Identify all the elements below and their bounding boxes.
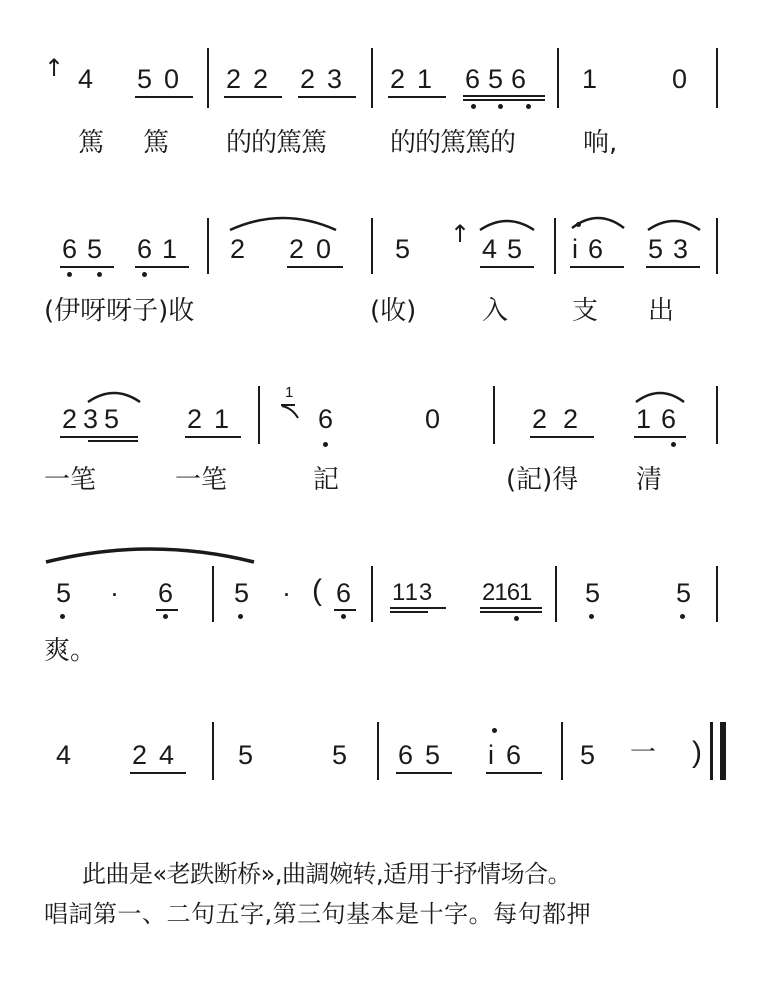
low-octave-dot [60, 614, 65, 619]
note-group: i6 [488, 740, 534, 770]
note: 1 [582, 64, 598, 94]
lyric: 爽。 [44, 636, 97, 666]
note-group: i6 [572, 234, 614, 264]
low-octave-dot [514, 616, 519, 621]
low-octave-dot [471, 104, 476, 109]
low-octave-dot [97, 272, 102, 277]
lyric: 記 [313, 465, 340, 495]
underline [390, 611, 428, 613]
note: 5 [676, 578, 692, 608]
underline [130, 772, 186, 774]
low-octave-dot [67, 272, 72, 277]
underline [486, 772, 542, 774]
low-octave-dot [526, 104, 531, 109]
lyric: 响, [583, 128, 618, 158]
note-group: 235 [62, 404, 126, 434]
bar-line [555, 566, 557, 622]
note-group: 21 [390, 64, 445, 94]
bar-line [716, 218, 718, 274]
bar-line [371, 566, 373, 622]
underline [390, 607, 446, 609]
note: 5 [332, 740, 348, 770]
dash: 一 [630, 738, 657, 768]
note-group: 65 [62, 234, 113, 264]
lyric: 一笔 [175, 465, 228, 495]
slur [86, 386, 142, 404]
lyric: 一笔 [44, 465, 97, 495]
low-octave-dot [238, 614, 243, 619]
underline [334, 609, 356, 611]
lyric: 的的篤篤的 [390, 128, 516, 158]
low-octave-dot [163, 614, 168, 619]
bar-line [554, 218, 556, 274]
note-group: 24 [132, 740, 187, 770]
bar-line [557, 48, 559, 108]
note: 6 [158, 578, 174, 608]
note: 5 [585, 578, 601, 608]
lyric: 出 [648, 296, 675, 326]
lyric: 支 [572, 296, 599, 326]
underline [480, 607, 542, 609]
grace-slur [280, 404, 300, 420]
bar-line [716, 48, 718, 108]
note-group: 22 [226, 64, 281, 94]
note: 5 [395, 234, 411, 264]
note-group: 53 [648, 234, 699, 264]
underline [463, 95, 545, 97]
bar-line [371, 48, 373, 108]
bar-line [207, 48, 209, 108]
underline [88, 440, 138, 442]
grace-note: 1 [285, 384, 294, 401]
low-octave-dot [589, 614, 594, 619]
note: 5 [238, 740, 254, 770]
lyric: 入 [482, 296, 509, 326]
note-group: 2161 [482, 579, 532, 606]
low-octave-dot [671, 442, 676, 447]
note: 2 [230, 234, 246, 264]
final-bar-thick [720, 722, 726, 780]
bar-line [561, 722, 563, 780]
bar-line [716, 566, 718, 622]
lyric: (記)得 [506, 465, 579, 495]
note: 5 [580, 740, 596, 770]
note: 6 [336, 578, 352, 608]
open-paren: ( [312, 574, 322, 607]
underline [135, 266, 189, 268]
lyric: 的的篤篤 [226, 128, 327, 158]
rest: 0 [425, 404, 441, 434]
low-octave-dot [142, 272, 147, 277]
slur [646, 214, 702, 232]
breath-arrow-icon: ↑ [450, 220, 471, 248]
bar-line [207, 218, 209, 274]
augmentation-dot: · [282, 578, 291, 608]
augmentation-dot: · [110, 578, 119, 608]
note-group: 50 [137, 64, 192, 94]
slur [634, 386, 686, 404]
note-group: 113 [392, 579, 434, 606]
underline [480, 266, 534, 268]
tie [44, 542, 256, 566]
high-octave-dot [492, 728, 497, 733]
slur [228, 210, 338, 234]
note-group: 45 [482, 234, 533, 264]
note: 5 [56, 578, 72, 608]
underline [60, 266, 114, 268]
note-group: 21 [187, 404, 242, 434]
commentary-line: 唱詞第一、二句五字,第三句基本是十字。每句都押 [44, 900, 592, 928]
underline [570, 266, 624, 268]
underline [530, 436, 594, 438]
underline [634, 436, 686, 438]
bar-line [371, 218, 373, 274]
low-octave-dot [498, 104, 503, 109]
note: 6 [318, 404, 334, 434]
underline [60, 436, 138, 438]
bar-line [716, 386, 718, 444]
underline [298, 96, 356, 98]
commentary-line: 此曲是«老跌断桥»,曲調婉转,适用于抒情场合。 [82, 860, 572, 888]
underline [185, 436, 241, 438]
underline [135, 96, 193, 98]
lyric: (伊呀呀子)收 [44, 296, 195, 326]
lyric: 清 [636, 465, 663, 495]
underline [156, 609, 178, 611]
close-paren: ) [692, 736, 702, 769]
underline [224, 96, 282, 98]
rest: 0 [672, 64, 688, 94]
underline [646, 266, 700, 268]
note: 5 [234, 578, 250, 608]
underline [287, 266, 343, 268]
lyric: 篤 [78, 128, 105, 158]
underline [463, 99, 545, 101]
final-bar-thin [710, 722, 713, 780]
slur [478, 214, 536, 232]
slur [570, 210, 626, 230]
note: 4 [78, 64, 94, 94]
note-group: 20 [289, 234, 344, 264]
lyric: (收) [370, 296, 417, 326]
note-group: 65 [398, 740, 453, 770]
underline [388, 96, 446, 98]
bar-line [212, 566, 214, 622]
underline [480, 611, 542, 613]
high-octave-dot [576, 222, 581, 227]
note-group: 656 [465, 64, 535, 94]
note-group: 16 [636, 404, 687, 434]
bar-line [212, 722, 214, 780]
lyric: 篤 [143, 128, 170, 158]
bar-line [258, 386, 260, 444]
low-octave-dot [323, 442, 328, 447]
breath-arrow-icon: ↑ [44, 54, 65, 82]
low-octave-dot [341, 614, 346, 619]
note-group: 61 [137, 234, 188, 264]
note-group: 23 [300, 64, 355, 94]
note: 4 [56, 740, 72, 770]
underline [396, 772, 452, 774]
bar-line [377, 722, 379, 780]
note-group: 22 [532, 404, 595, 434]
low-octave-dot [680, 614, 685, 619]
bar-line [493, 386, 495, 444]
grace-stroke [281, 404, 295, 406]
